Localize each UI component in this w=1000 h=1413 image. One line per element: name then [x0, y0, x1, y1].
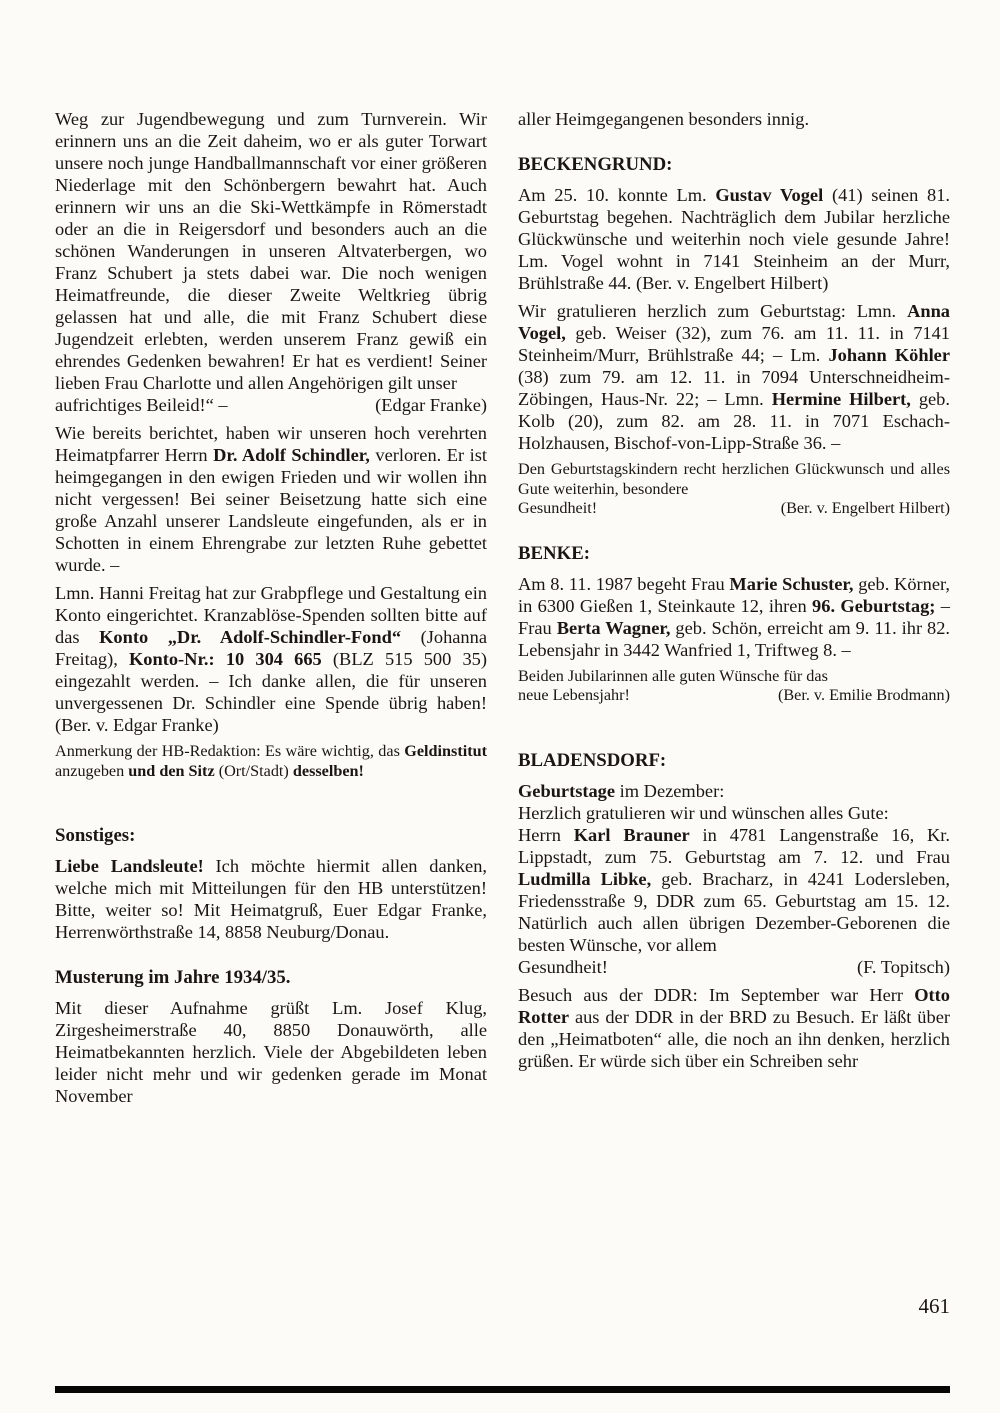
paragraph-text — [55, 422, 487, 576]
text-run: (41) seinen 81. Geburtstag begehen. Nachträglich dem Jubilar herzliche Glückwünsche und weiterhin noch viele gesunde Jahre! Lm. Vogel wohnt in 7141 Steinheim an der Murr, Brühlstraße 44. (Ber. v. Engelbert Hilbert) — [518, 185, 950, 293]
text-run: geb. Bracharz, in 4241 Lodersleben, Friedensstraße 9, DDR zum 65. Geburtstag am 15. 12. Natürlich auch allen übrigen Dezember-Geborenen die besten Wünsche, vor allem — [518, 868, 950, 955]
paragraph-text — [55, 855, 487, 943]
text-run: aller Heimgegangenen besonders innig. — [518, 109, 810, 129]
section-benke-heading: BENKE: — [518, 542, 591, 564]
bold-text-run: Karl Brauner — [573, 824, 690, 845]
text-run: Am 25. 10. konnte Lm. — [518, 185, 716, 205]
section-bladensdorf-heading: BLADENSDORF: — [518, 749, 667, 771]
paragraph-text — [518, 108, 950, 130]
left-column — [55, 108, 487, 1113]
text-run: geb. Körner, in 6300 Gießen 1, Steinkaute 12, ihren — [518, 573, 950, 616]
text-run: neue Lebensjahr! — [518, 686, 630, 705]
bold-text-run: Ludmilla Libke, — [518, 868, 652, 889]
benke-wishes-note — [518, 667, 950, 706]
attribution-text: (F. Topitsch) — [857, 956, 950, 977]
bold-text-run: Dr. Adolf Schindler, — [213, 445, 370, 465]
bold-text-run: Berta Wagner, — [556, 617, 671, 638]
paragraph-text — [518, 824, 950, 956]
section-musterung-heading: Musterung im Jahre 1934/35. — [55, 967, 291, 989]
text-run: Anmerkung der HB-Redaktion: Es wäre wichtig, das — [55, 742, 405, 760]
bold-text-run: 96. Geburtstag; — [812, 595, 936, 616]
bold-text-run: Gustav Vogel — [715, 185, 824, 205]
text-run: – Frau — [518, 595, 950, 638]
bold-text-run: Geburtstage — [518, 780, 616, 801]
section-sonstiges-heading: Sonstiges: — [55, 825, 136, 847]
text-run: Mit dieser Aufnahme grüßt Lm. Josef Klug, Zirgesheimerstraße 40, 8850 Donauwörth, alle Heimatbekannten herzlich. Viele der Abgebildeten leben leider nicht mehr und wir gedenken gerade im Monat November — [55, 998, 487, 1107]
text-run: Gesundheit! — [518, 956, 608, 977]
text-run: verloren. Er ist heimgegangen in den ewigen Frieden und wir wollen ihn nicht vergessen! Bei seiner Beisetzung hatte sich eine große Anzahl unserer Landsleute eingefunden, als er in Schotten in einem Ehrengrabe zur letzten Ruhe gebettet wurde. – — [55, 445, 488, 575]
text-run: Lmn. Hanni Freitag hat zur Grabpflege und Gestaltung ein Konto eingerichtet. Kranzablöse-Spenden sollten bitte auf das — [55, 583, 487, 647]
right-column — [518, 108, 950, 1113]
bold-text-run: Liebe Landsleute! — [55, 856, 204, 877]
text-run: geb. Kolb (20), zum 82. am 28. 11. in 7071 Eschach-Holzhausen, Bischof-von-Lipp-Straße 36. – — [518, 389, 950, 453]
paragraph-text — [55, 997, 487, 1107]
bold-text-run: Anna Vogel, — [518, 301, 950, 343]
text-run: geb. Weiser (32), zum 76. am 11. 11. in 7141 Steinheim/Murr, Brühlstraße 44; – Lm. — [518, 323, 950, 365]
attribution-line — [518, 956, 950, 978]
text-run: Am 8. 11. 1987 begeht Frau — [518, 573, 730, 594]
page-number: 461 — [918, 1294, 950, 1318]
birthday-wishes-note — [518, 460, 950, 519]
text-run: Wie bereits berichtet, haben wir unseren hoch verehrten Heimatpfarrer Herrn — [55, 423, 487, 465]
congratulation-intro-line — [518, 802, 950, 824]
benke-birthdays-paragraph — [518, 573, 950, 661]
text-run: Ich möchte hiermit allen danken, welche mich mit Mitteilungen für den HB unterstützen! Bitte, weiter so! Mit Heimatgruß, Euer Edgar Franke, Herrenwörthstraße 14, 8858 Neuburg/Donau. — [55, 856, 487, 943]
paragraph-text — [55, 742, 487, 781]
paragraph-text — [518, 184, 950, 294]
bladensdorf-birthdays-paragraph — [518, 824, 950, 978]
text-run: Besuch aus der DDR: Im September war Herr — [518, 984, 915, 1005]
paragraph-text — [55, 108, 487, 394]
paragraph-text — [518, 573, 950, 661]
attribution-text: (Ber. v. Engelbert Hilbert) — [780, 499, 950, 518]
text-run: aufrichtiges Beileid!“ – — [55, 395, 228, 415]
obituary-franz-schubert-paragraph — [55, 108, 487, 416]
text-run: geb. Schön, erreicht am 9. 11. ihr 82. Lebensjahr in 3442 Wanfried 1, Triftweg 8. – — [518, 617, 951, 660]
attribution-text: (Ber. v. Emilie Brodmann) — [777, 686, 950, 705]
text-run: (38) zum 79. am 12. 11. in 7094 Unterschneidheim-Zöbingen, Haus-Nr. 22; – Lmn. — [518, 367, 950, 409]
bold-text-run: Otto Rotter — [518, 984, 950, 1027]
text-run: Beiden Jubilarinnen alle guten Wünsche für das — [518, 666, 828, 685]
paragraph-text — [518, 802, 950, 824]
paragraph-text — [518, 460, 950, 499]
ddr-visit-paragraph — [518, 984, 950, 1072]
bold-text-run: desselben! — [292, 761, 364, 780]
thanks-paragraph — [55, 855, 487, 943]
bold-text-run: Marie Schuster, — [729, 573, 854, 594]
two-column-layout — [55, 108, 950, 1113]
bold-text-run: und den Sitz — [128, 761, 215, 780]
attribution-line — [518, 686, 950, 706]
attribution-line — [55, 394, 487, 416]
gustav-vogel-birthday-paragraph — [518, 184, 950, 294]
text-run: Wir gratulieren herzlich zum Geburtstag: Lmn. — [518, 301, 908, 321]
bold-text-run: Konto „Dr. Adolf-Schindler-Fond“ — [99, 627, 402, 647]
bold-text-run: Hermine Hilbert, — [771, 389, 911, 409]
birthday-congratulations-paragraph — [518, 300, 950, 454]
obituary-dr-schindler-paragraph — [55, 422, 487, 576]
bold-text-run: Konto-Nr.: 10 304 665 — [129, 649, 322, 669]
editorial-note-paragraph — [55, 742, 487, 781]
paragraph-text — [518, 300, 950, 454]
musterung-paragraph — [55, 997, 487, 1107]
text-run: Den Geburtstagskindern recht herzlichen Glückwunsch und alles Gute weiterhin, besondere — [518, 460, 950, 498]
text-run: im Dezember: — [615, 780, 725, 801]
attribution-line — [518, 499, 950, 519]
december-birthdays-intro-line — [518, 780, 950, 802]
continuation-line-paragraph — [518, 108, 950, 130]
paragraph-text — [518, 780, 950, 802]
bottom-rule — [55, 1386, 950, 1393]
text-run: Gesundheit! — [518, 499, 598, 518]
text-run: in 4781 Langenstraße 16, Kr. Lippstadt, zum 75. Geburtstag am 7. 12. und Frau — [518, 824, 950, 867]
paragraph-text — [55, 582, 487, 736]
paragraph-text — [518, 667, 950, 687]
text-run: (Ort/Stadt) — [214, 761, 293, 780]
text-run: Weg zur Jugendbewegung und zum Turnverein. Wir erinnern uns an die Zeit daheim, wo er als guter Torwart unsere noch junge Handballmannschaft vor einer größeren Niederlage mit den Schönbergern bewahrt hat. Auch erinnern wir uns an die Ski-Wettkämpfe in Römerstadt oder an die in Reigersdorf und besonders auch an die schönen Wanderungen in unseren Altvaterbergen, wo Franz Schubert ja stets dabei war. Die noch wenigen Heimatfreunde, die dieser Zweite Weltkrieg übrig gelassen hat und alle, die mit Franz Schubert diese Jugendzeit erlebten, werden unserem Franz gewiß ein ehrendes Gedenken bewahren! Er hat es verdient! Seiner lieben Frau Charlotte und allen Angehörigen gilt unser — [55, 109, 487, 393]
bold-text-run: Geldinstitut — [404, 742, 487, 760]
text-run: (Johanna Freitag), — [55, 627, 487, 669]
donation-account-paragraph — [55, 582, 487, 736]
bold-text-run: Johann Köhler — [828, 345, 950, 365]
text-run: anzugeben — [55, 761, 129, 780]
text-run: Herzlich gratulieren wir und wünschen alles Gute: — [518, 802, 889, 823]
paragraph-text — [518, 984, 950, 1072]
attribution-text: (Edgar Franke) — [375, 395, 487, 415]
text-run: Herrn — [518, 824, 574, 845]
section-beckengrund-heading: BECKENGRUND: — [518, 154, 673, 175]
text-run: aus der DDR in der BRD zu Besuch. Er läßt über den „Heimatboten“ alle, die noch an ihn denken, herzlich grüßen. Er würde sich über ein Schreiben sehr — [518, 1006, 950, 1071]
text-run: (BLZ 515 500 35) eingezahlt werden. – Ich danke allen, die für unseren unvergessenen Dr. Schindler eine Spende übrig haben!(Ber. v. Edgar Franke) — [55, 649, 487, 735]
